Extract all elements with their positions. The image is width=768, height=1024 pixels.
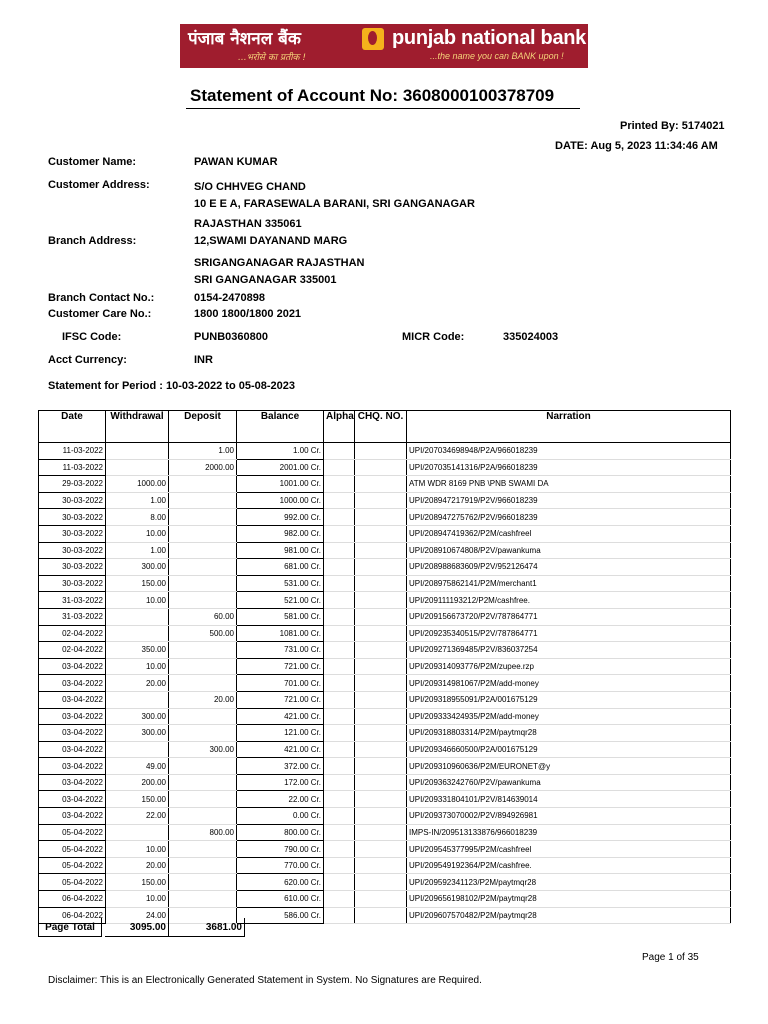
col-header-balance: Balance <box>237 411 324 432</box>
cell-date: 11-03-2022 <box>39 459 106 476</box>
cell-alpha <box>324 559 355 576</box>
table-row <box>39 708 731 725</box>
customer-name-label: Customer Name: <box>48 156 137 168</box>
cell-date: 30-03-2022 <box>39 509 106 526</box>
cell-date: 30-03-2022 <box>39 492 106 509</box>
cell-narration: UPI/209271369485/P2V/836037254 <box>407 642 731 659</box>
cell-narration: UPI/209656198102/P2M/paytmqr28 <box>407 891 731 908</box>
cell-date: 03-04-2022 <box>39 808 106 825</box>
cell-balance: 992.00 Cr. <box>237 509 324 526</box>
col-header-withdrawal: Withdrawal <box>106 411 169 432</box>
cell-deposit <box>169 808 237 825</box>
cell-chq-no <box>355 808 407 825</box>
cell-chq-no <box>355 642 407 659</box>
cell-narration: UPI/209156673720/P2V/787864771 <box>407 608 731 625</box>
cell-balance: 22.00 Cr. <box>237 791 324 808</box>
cell-narration: UPI/209318803314/P2M/paytmqr28 <box>407 725 731 742</box>
statement-period: Statement for Period : 10-03-2022 to 05-08-2023 <box>48 380 295 392</box>
cell-narration: UPI/209314093776/P2M/zupee.rzp <box>407 658 731 675</box>
cell-narration: UPI/209333424935/P2M/add-money <box>407 708 731 725</box>
cell-narration: UPI/209310960636/P2M/EURONET@y <box>407 758 731 775</box>
cell-deposit <box>169 559 237 576</box>
cell-deposit <box>169 725 237 742</box>
cell-balance: 982.00 Cr. <box>237 525 324 542</box>
cell-withdrawal: 150.00 <box>106 575 169 592</box>
micr-label: MICR Code: <box>402 331 465 343</box>
table-row <box>39 841 731 858</box>
cell-balance: 610.00 Cr. <box>237 891 324 908</box>
cell-deposit <box>169 575 237 592</box>
branch-contact: 0154-2470898 <box>194 292 265 304</box>
cell-balance: 721.00 Cr. <box>237 691 324 708</box>
cell-date: 03-04-2022 <box>39 725 106 742</box>
cell-chq-no <box>355 857 407 874</box>
disclaimer: Disclaimer: This is an Electronically Generated Statement in System. No Signatures are Required. <box>48 975 482 986</box>
cell-narration: UPI/208975862141/P2M/merchant1 <box>407 575 731 592</box>
cell-balance: 701.00 Cr. <box>237 675 324 692</box>
cell-narration: UPI/209607570482/P2M/paytmqr28 <box>407 907 731 924</box>
table-row <box>39 774 731 791</box>
cell-deposit <box>169 658 237 675</box>
cell-alpha <box>324 857 355 874</box>
cell-alpha <box>324 608 355 625</box>
cell-withdrawal: 24.00 <box>106 907 169 924</box>
cell-withdrawal: 10.00 <box>106 658 169 675</box>
table-row <box>39 658 731 675</box>
table-row <box>39 741 731 758</box>
statement-title: Statement of Account No: 3608000100378709 <box>190 86 555 105</box>
cell-chq-no <box>355 791 407 808</box>
cell-chq-no <box>355 492 407 509</box>
cell-narration: UPI/208910674808/P2V/pawankuma <box>407 542 731 559</box>
cell-date: 05-04-2022 <box>39 841 106 858</box>
cell-chq-no <box>355 824 407 841</box>
cell-balance: 581.00 Cr. <box>237 608 324 625</box>
bank-name-hindi: पंजाब नैशनल बैंक <box>188 29 301 49</box>
title-underline <box>186 108 580 109</box>
cell-deposit: 800.00 <box>169 824 237 841</box>
page-total-label: Page Total <box>38 918 102 937</box>
cell-deposit: 60.00 <box>169 608 237 625</box>
cell-balance: 770.00 Cr. <box>237 857 324 874</box>
table-row <box>39 857 731 874</box>
cell-balance: 681.00 Cr. <box>237 559 324 576</box>
cell-alpha <box>324 725 355 742</box>
table-row <box>39 725 731 742</box>
cell-chq-no <box>355 675 407 692</box>
customer-name: PAWAN KUMAR <box>194 156 278 168</box>
micr-code: 335024003 <box>503 331 559 343</box>
cell-narration: UPI/209346660500/P2A/001675129 <box>407 741 731 758</box>
table-row <box>39 559 731 576</box>
table-row <box>39 443 731 460</box>
table-row <box>39 691 731 708</box>
bank-tagline-english: ...the name you can BANK upon ! <box>430 51 564 61</box>
customer-care-label: Customer Care No.: <box>48 308 152 320</box>
cell-withdrawal: 300.00 <box>106 725 169 742</box>
cell-withdrawal <box>106 741 169 758</box>
table-row <box>39 625 731 642</box>
cell-balance: 1000.00 Cr. <box>237 492 324 509</box>
cell-alpha <box>324 824 355 841</box>
cell-date: 03-04-2022 <box>39 658 106 675</box>
table-row <box>39 592 731 609</box>
table-row <box>39 758 731 775</box>
cell-alpha <box>324 675 355 692</box>
cell-deposit <box>169 758 237 775</box>
cell-chq-no <box>355 774 407 791</box>
cell-narration: UPI/209545377995/P2M/cashfreel <box>407 841 731 858</box>
cell-balance: 800.00 Cr. <box>237 824 324 841</box>
cell-narration: UPI/208947275762/P2V/966018239 <box>407 509 731 526</box>
cell-withdrawal: 10.00 <box>106 592 169 609</box>
cell-balance: 2001.00 Cr. <box>237 459 324 476</box>
col-header-date: Date <box>39 411 106 432</box>
cell-withdrawal: 300.00 <box>106 708 169 725</box>
cell-withdrawal: 8.00 <box>106 509 169 526</box>
cell-withdrawal: 10.00 <box>106 891 169 908</box>
cell-withdrawal <box>106 625 169 642</box>
cell-alpha <box>324 691 355 708</box>
customer-address-label: Customer Address: <box>48 179 150 191</box>
cell-deposit <box>169 509 237 526</box>
table-spacer-row <box>39 431 731 443</box>
cell-chq-no <box>355 708 407 725</box>
cell-narration: UPI/209373070002/P2V/894926981 <box>407 808 731 825</box>
cell-date: 30-03-2022 <box>39 559 106 576</box>
cell-date: 05-04-2022 <box>39 824 106 841</box>
cell-chq-no <box>355 443 407 460</box>
cell-date: 03-04-2022 <box>39 708 106 725</box>
cell-withdrawal: 200.00 <box>106 774 169 791</box>
cell-deposit <box>169 592 237 609</box>
transactions-table <box>38 410 731 924</box>
cell-withdrawal: 20.00 <box>106 857 169 874</box>
cell-withdrawal: 10.00 <box>106 525 169 542</box>
cell-date: 05-04-2022 <box>39 857 106 874</box>
cell-alpha <box>324 492 355 509</box>
cell-date: 31-03-2022 <box>39 608 106 625</box>
cell-balance: 421.00 Cr. <box>237 708 324 725</box>
cell-date: 03-04-2022 <box>39 691 106 708</box>
cell-chq-no <box>355 575 407 592</box>
cell-alpha <box>324 791 355 808</box>
cell-deposit <box>169 476 237 493</box>
bank-name-english: punjab national bank <box>392 27 587 49</box>
col-header-deposit: Deposit <box>169 411 237 432</box>
currency-label: Acct Currency: <box>48 354 127 366</box>
cell-deposit <box>169 708 237 725</box>
cell-withdrawal: 1000.00 <box>106 476 169 493</box>
cell-narration: UPI/209111193212/P2M/cashfree. <box>407 592 731 609</box>
cell-deposit <box>169 642 237 659</box>
cell-date: 03-04-2022 <box>39 758 106 775</box>
cell-deposit <box>169 891 237 908</box>
table-row <box>39 608 731 625</box>
branch-address-line1: 12,SWAMI DAYANAND MARG <box>194 235 348 247</box>
customer-address-line1: S/O CHHVEG CHAND <box>194 181 306 193</box>
cell-date: 03-04-2022 <box>39 774 106 791</box>
ifsc-code: PUNB0360800 <box>194 331 268 343</box>
cell-date: 02-04-2022 <box>39 642 106 659</box>
cell-alpha <box>324 741 355 758</box>
col-header-narration: Narration <box>407 411 731 432</box>
cell-withdrawal: 49.00 <box>106 758 169 775</box>
cell-narration: UPI/209331804101/P2V/814639014 <box>407 791 731 808</box>
cell-chq-no <box>355 625 407 642</box>
cell-date: 29-03-2022 <box>39 476 106 493</box>
table-row <box>39 891 731 908</box>
cell-alpha <box>324 658 355 675</box>
table-row <box>39 675 731 692</box>
cell-alpha <box>324 459 355 476</box>
cell-withdrawal <box>106 459 169 476</box>
cell-withdrawal: 150.00 <box>106 874 169 891</box>
cell-withdrawal: 150.00 <box>106 791 169 808</box>
cell-date: 03-04-2022 <box>39 741 106 758</box>
cell-alpha <box>324 874 355 891</box>
cell-narration: UPI/207034698948/P2A/966018239 <box>407 443 731 460</box>
cell-alpha <box>324 525 355 542</box>
table-row <box>39 509 731 526</box>
table-row <box>39 808 731 825</box>
cell-alpha <box>324 625 355 642</box>
table-row <box>39 525 731 542</box>
table-row <box>39 492 731 509</box>
bank-logo-banner <box>180 24 588 68</box>
table-row <box>39 824 731 841</box>
cell-narration: UPI/209363242760/P2V/pawankuma <box>407 774 731 791</box>
cell-date: 11-03-2022 <box>39 443 106 460</box>
cell-alpha <box>324 891 355 908</box>
branch-contact-label: Branch Contact No.: <box>48 292 155 304</box>
customer-address-line2: 10 E E A, FARASEWALA BARANI, SRI GANGANAGAR <box>194 198 475 210</box>
cell-chq-no <box>355 608 407 625</box>
cell-balance: 790.00 Cr. <box>237 841 324 858</box>
cell-chq-no <box>355 509 407 526</box>
cell-date: 02-04-2022 <box>39 625 106 642</box>
cell-deposit: 2000.00 <box>169 459 237 476</box>
cell-chq-no <box>355 907 407 924</box>
cell-chq-no <box>355 476 407 493</box>
cell-chq-no <box>355 725 407 742</box>
cell-alpha <box>324 907 355 924</box>
branch-address-line2: SRIGANGANAGAR RAJASTHAN <box>194 257 365 269</box>
cell-alpha <box>324 592 355 609</box>
customer-address-line3: RAJASTHAN 335061 <box>194 218 302 230</box>
cell-date: 30-03-2022 <box>39 525 106 542</box>
cell-balance: 586.00 Cr. <box>237 907 324 924</box>
cell-deposit <box>169 492 237 509</box>
cell-chq-no <box>355 874 407 891</box>
cell-balance: 620.00 Cr. <box>237 874 324 891</box>
cell-deposit: 500.00 <box>169 625 237 642</box>
cell-narration: UPI/208988683609/P2V/952126474 <box>407 559 731 576</box>
table-row <box>39 791 731 808</box>
cell-chq-no <box>355 741 407 758</box>
cell-narration: UPI/209549192364/P2M/cashfree. <box>407 857 731 874</box>
cell-chq-no <box>355 559 407 576</box>
cell-chq-no <box>355 658 407 675</box>
cell-withdrawal <box>106 608 169 625</box>
cell-date: 30-03-2022 <box>39 575 106 592</box>
cell-deposit <box>169 841 237 858</box>
cell-alpha <box>324 509 355 526</box>
cell-balance: 531.00 Cr. <box>237 575 324 592</box>
cell-withdrawal <box>106 443 169 460</box>
cell-chq-no <box>355 542 407 559</box>
cell-narration: UPI/209314981067/P2M/add-money <box>407 675 731 692</box>
cell-narration: UPI/209592341123/P2M/paytmqr28 <box>407 874 731 891</box>
col-header-alpha: Alpha <box>324 411 355 432</box>
cell-deposit <box>169 791 237 808</box>
table-row <box>39 575 731 592</box>
cell-balance: 372.00 Cr. <box>237 758 324 775</box>
cell-narration: UPI/209318955091/P2A/001675129 <box>407 691 731 708</box>
cell-withdrawal: 10.00 <box>106 841 169 858</box>
cell-alpha <box>324 476 355 493</box>
cell-withdrawal: 300.00 <box>106 559 169 576</box>
page-total-deposit: 3681.00 <box>168 918 245 937</box>
table-row <box>39 874 731 891</box>
bank-tagline-hindi: ...भरोसे का प्रतीक ! <box>238 53 306 63</box>
table-row <box>39 476 731 493</box>
print-date: DATE: Aug 5, 2023 11:34:46 AM <box>555 140 718 152</box>
table-row <box>39 542 731 559</box>
cell-deposit <box>169 857 237 874</box>
cell-date: 06-04-2022 <box>39 907 106 924</box>
cell-withdrawal <box>106 824 169 841</box>
cell-alpha <box>324 443 355 460</box>
branch-address-line3: SRI GANGANAGAR 335001 <box>194 274 337 286</box>
cell-date: 05-04-2022 <box>39 874 106 891</box>
customer-care: 1800 1800/1800 2021 <box>194 308 302 320</box>
cell-alpha <box>324 708 355 725</box>
cell-balance: 1001.00 Cr. <box>237 476 324 493</box>
cell-balance: 981.00 Cr. <box>237 542 324 559</box>
cell-balance: 721.00 Cr. <box>237 658 324 675</box>
cell-chq-no <box>355 525 407 542</box>
page-total-withdrawal: 3095.00 <box>105 918 169 937</box>
cell-date: 03-04-2022 <box>39 791 106 808</box>
cell-narration: IMPS-IN/209513133876/966018239 <box>407 824 731 841</box>
branch-address-label: Branch Address: <box>48 235 137 247</box>
cell-balance: 731.00 Cr. <box>237 642 324 659</box>
cell-narration: ATM WDR 8169 PNB \PNB SWAMI DA <box>407 476 731 493</box>
cell-deposit <box>169 525 237 542</box>
cell-balance: 172.00 Cr. <box>237 774 324 791</box>
cell-alpha <box>324 841 355 858</box>
cell-chq-no <box>355 758 407 775</box>
cell-alpha <box>324 542 355 559</box>
cell-chq-no <box>355 691 407 708</box>
cell-deposit <box>169 675 237 692</box>
pnb-logo-icon <box>362 28 384 50</box>
cell-balance: 1081.00 Cr. <box>237 625 324 642</box>
cell-deposit: 1.00 <box>169 443 237 460</box>
cell-withdrawal <box>106 691 169 708</box>
cell-balance: 521.00 Cr. <box>237 592 324 609</box>
cell-chq-no <box>355 891 407 908</box>
cell-date: 31-03-2022 <box>39 592 106 609</box>
cell-withdrawal: 22.00 <box>106 808 169 825</box>
cell-withdrawal: 1.00 <box>106 542 169 559</box>
cell-date: 03-04-2022 <box>39 675 106 692</box>
cell-balance: 421.00 Cr. <box>237 741 324 758</box>
col-header-chq-no: CHQ. NO. <box>355 411 407 432</box>
printed-by: Printed By: 5174021 <box>620 120 725 132</box>
table-row <box>39 459 731 476</box>
cell-balance: 121.00 Cr. <box>237 725 324 742</box>
cell-date: 30-03-2022 <box>39 542 106 559</box>
cell-narration: UPI/208947419362/P2M/cashfreel <box>407 525 731 542</box>
cell-alpha <box>324 758 355 775</box>
cell-narration: UPI/209235340515/P2V/787864771 <box>407 625 731 642</box>
cell-chq-no <box>355 841 407 858</box>
page-number: Page 1 of 35 <box>642 952 699 963</box>
cell-deposit: 20.00 <box>169 691 237 708</box>
cell-chq-no <box>355 592 407 609</box>
cell-withdrawal: 350.00 <box>106 642 169 659</box>
currency: INR <box>194 354 213 366</box>
table-header-row <box>39 411 731 432</box>
cell-narration: UPI/207035141316/P2A/966018239 <box>407 459 731 476</box>
ifsc-label: IFSC Code: <box>62 331 122 343</box>
cell-withdrawal: 1.00 <box>106 492 169 509</box>
cell-deposit <box>169 774 237 791</box>
cell-alpha <box>324 575 355 592</box>
cell-alpha <box>324 808 355 825</box>
cell-alpha <box>324 642 355 659</box>
cell-alpha <box>324 774 355 791</box>
cell-narration: UPI/208947217919/P2V/966018239 <box>407 492 731 509</box>
cell-deposit: 300.00 <box>169 741 237 758</box>
cell-date: 06-04-2022 <box>39 891 106 908</box>
cell-balance: 0.00 Cr. <box>237 808 324 825</box>
cell-deposit <box>169 874 237 891</box>
cell-balance: 1.00 Cr. <box>237 443 324 460</box>
cell-deposit <box>169 542 237 559</box>
table-row <box>39 642 731 659</box>
cell-withdrawal: 20.00 <box>106 675 169 692</box>
cell-chq-no <box>355 459 407 476</box>
